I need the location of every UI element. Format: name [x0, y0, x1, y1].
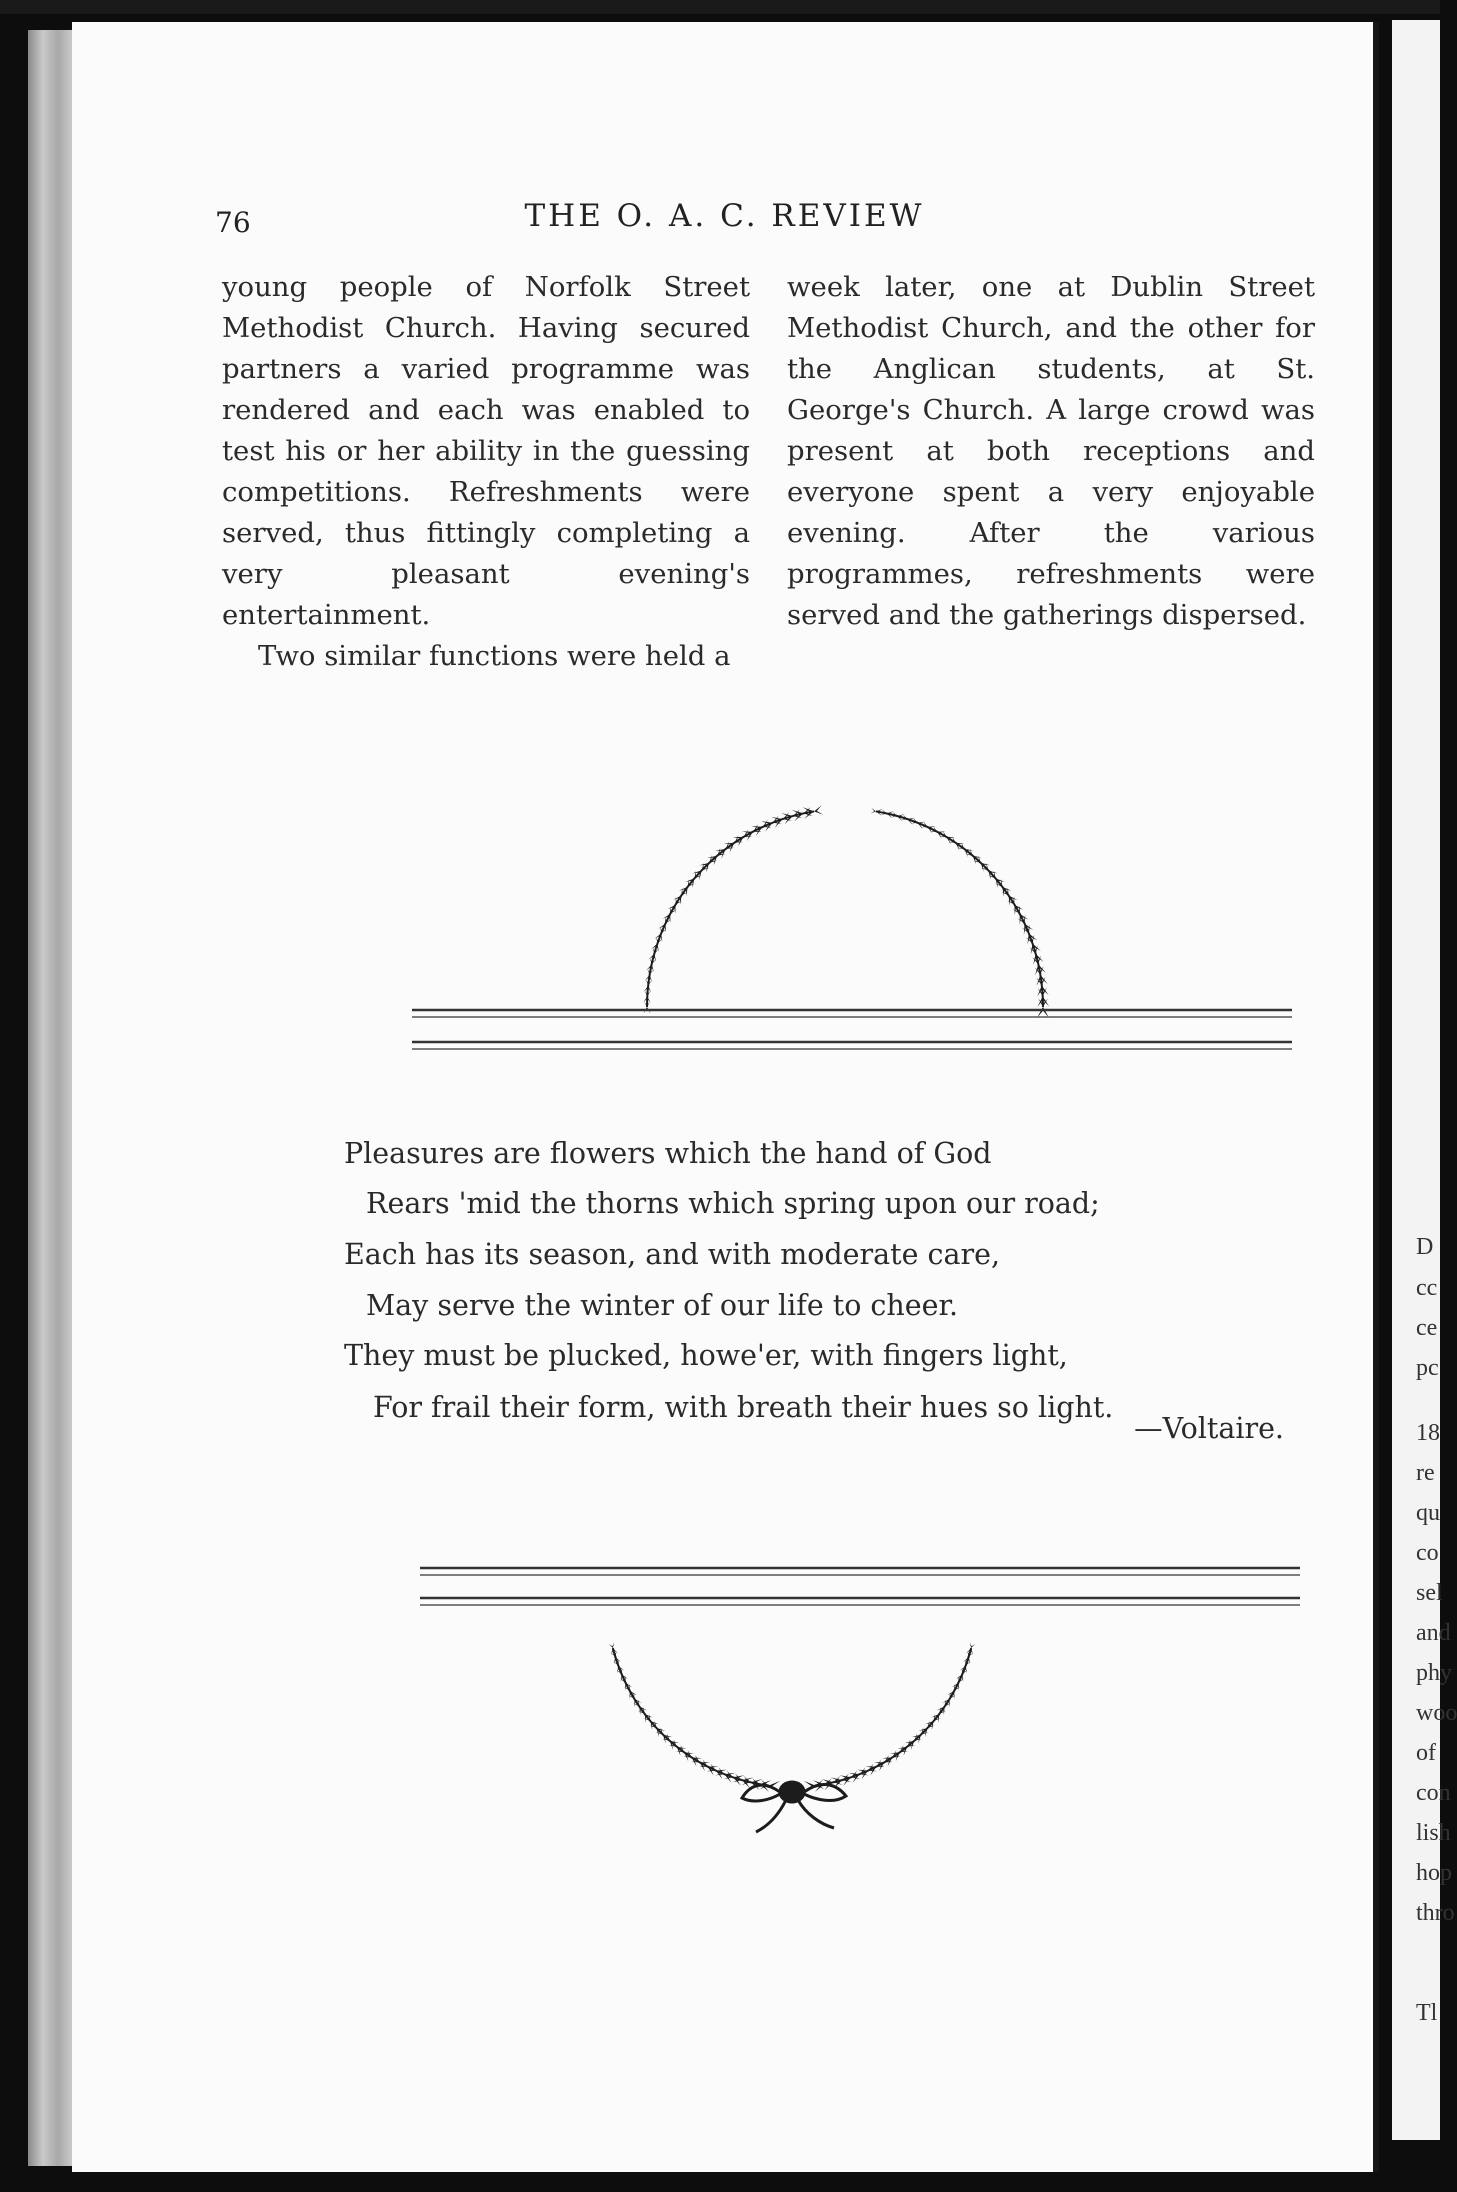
poem-line: Rears 'mid the thorns which spring upon our road; [366, 1187, 1100, 1220]
adjacent-page-fragment: D [1416, 1234, 1434, 1260]
adjacent-page-fragment: of [1416, 1740, 1436, 1766]
laurel-right-branch-icon [871, 808, 1050, 1018]
adjacent-page-fragment: sel [1416, 1580, 1443, 1606]
poem-line: They must be plucked, howe'er, with fingers light, [344, 1339, 1068, 1372]
poem-line: Each has its season, and with moderate care, [344, 1238, 1001, 1271]
poem-line: May serve the winter of our life to cheer. [366, 1289, 959, 1322]
adjacent-page-fragment: re [1416, 1460, 1435, 1486]
poem-line: For frail their form, with breath their hues so light. [373, 1391, 1114, 1424]
laurel-ornament-top [382, 792, 1302, 1072]
adjacent-page-fragment: phy [1416, 1660, 1452, 1686]
adjacent-page-fragment: and [1416, 1620, 1451, 1646]
laurel-ornament-bottom [382, 1542, 1302, 1842]
ribbon-bow-icon [742, 1782, 846, 1832]
laurel-left-branch-icon [643, 805, 823, 1013]
adjacent-page-fragment: pc [1416, 1355, 1439, 1381]
article-right-column [787, 267, 1315, 636]
laurel-wreath-icon [609, 1642, 975, 1792]
page [72, 22, 1377, 2172]
adjacent-page-fragment: cc [1416, 1275, 1438, 1301]
journal-title: THE O. A. C. REVIEW [524, 198, 925, 234]
poem-attribution: —Voltaire. [1134, 1412, 1284, 1445]
article-paragraph: young people of Norfolk Street Methodist Church. Having secured partners a varied programme was rendered and each was enabled to test his or her ability in the guessing competitions. Refreshments were served, thus fittingly completing a very pleasant evening's entertainment. [222, 271, 750, 631]
adjacent-page-fragment: lish [1416, 1820, 1451, 1846]
adjacent-page-fragment: co [1416, 1540, 1439, 1566]
page-number: 76 [215, 206, 251, 239]
adjacent-page-fragment: woo [1416, 1700, 1457, 1726]
adjacent-page-fragment: qu [1416, 1500, 1440, 1526]
article-left-column [222, 267, 750, 677]
adjacent-page-fragment: ce [1416, 1315, 1438, 1341]
poem-line: Pleasures are flowers which the hand of God [344, 1137, 992, 1170]
gutter-shadow [1373, 22, 1379, 2172]
scan-top-border [0, 0, 1440, 14]
adjacent-page-fragment: hop [1416, 1860, 1452, 1886]
adjacent-page-fragment: Tl [1416, 2000, 1438, 2026]
book-spine [28, 30, 78, 2166]
adjacent-page-fragment: 18 [1416, 1420, 1440, 1446]
article-paragraph: week later, one at Dublin Street Methodist Church, and the other for the Anglican students, at St. George's Church. A large crowd was present at both receptions and everyone spent a very enjoyable evening. After the various programmes, refreshments were served and the gatherings dispersed. [787, 271, 1315, 631]
adjacent-page-fragment: con [1416, 1780, 1451, 1806]
article-paragraph: Two similar functions were held a [258, 640, 731, 672]
adjacent-page-fragment: thro [1416, 1900, 1455, 1926]
